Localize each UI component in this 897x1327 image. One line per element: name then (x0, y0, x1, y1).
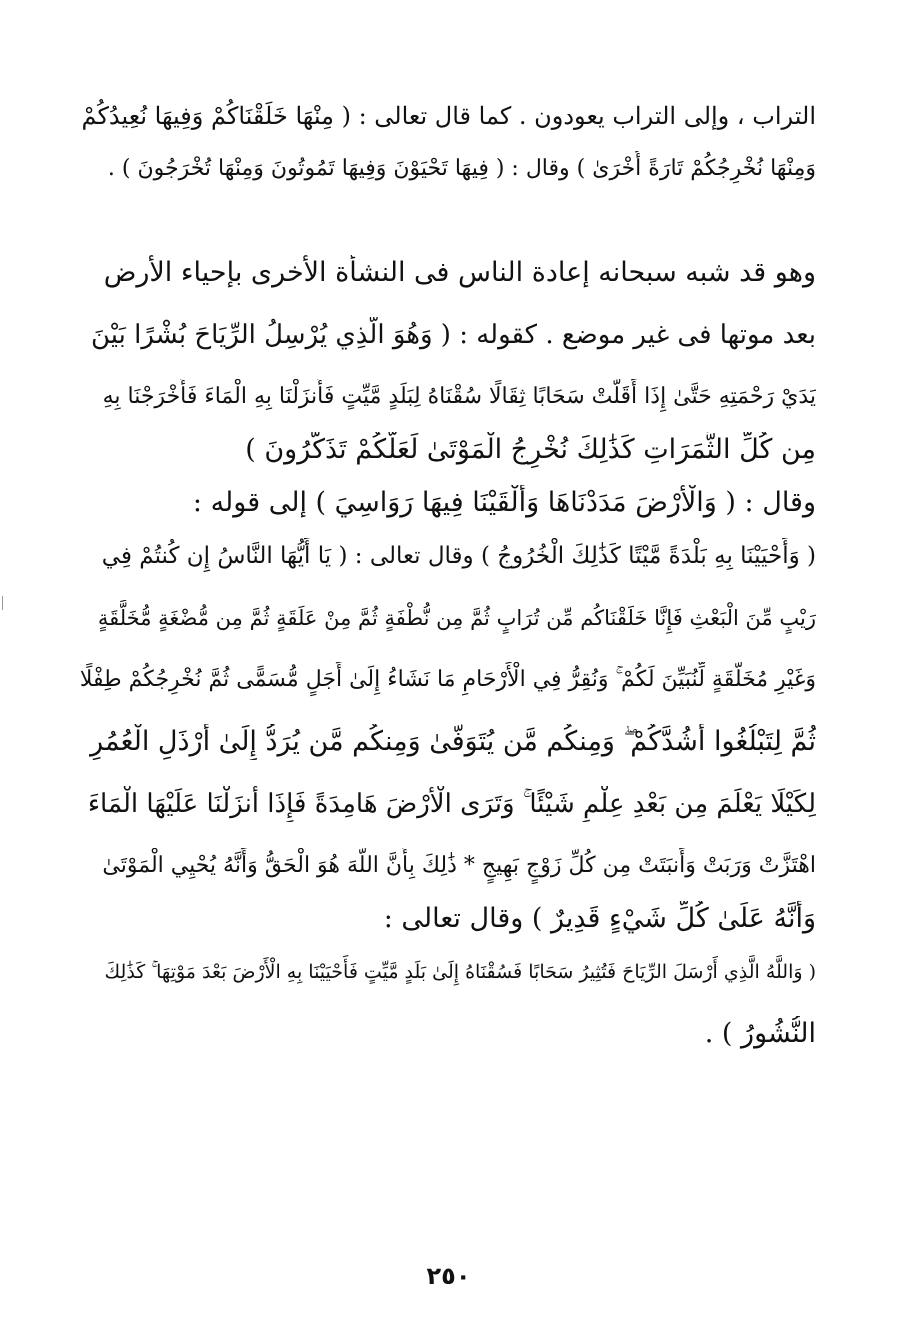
text-line-7: وقال : ( وَالْأَرْضَ مَدَدْنَاهَا وَأَلْقَيْنَا فِيهَا رَوَاسِيَ ) إلى قوله : (192, 487, 816, 518)
text-line-6: مِن كُلِّ الثَّمَرَاتِ كَذَٰلِكَ نُخْرِجُ الْمَوْتَىٰ لَعَلَّكُمْ تَذَكَّرُونَ ) (245, 434, 816, 465)
margin-mark (2, 596, 3, 610)
page-number: ٢٥٠ (426, 1262, 471, 1290)
text-line-11: ثُمَّ لِتَبْلُغُوا أَشُدَّكُمْ ۖ وَمِنكُم مَّن يُتَوَفَّىٰ وَمِنكُم مَّن يُرَدُّ إِلَىٰ أَرْذَلِ الْعُمُرِ (90, 726, 816, 757)
text-line-15: ( وَاللَّهُ الَّذِي أَرْسَلَ الرِّيَاحَ فَتُثِيرُ سَحَابًا فَسُقْنَاهُ إِلَىٰ بَلَدٍ مَّيِّتٍ فَأَحْيَيْنَا بِهِ الْأَرْضَ بَعْدَ مَوْتِهَا ۚ كَذَٰلِكَ (104, 961, 816, 983)
text-line-1: التراب ، وإلى التراب يعودون . كما قال تعالى : ( مِنْهَا خَلَقْنَاكُمْ وَفِيهَا نُعِيدُكُمْ (81, 102, 816, 130)
text-line-8: ( وَأَحْيَيْنَا بِهِ بَلْدَةً مَّيْتًا كَذَٰلِكَ الْخُرُوجُ ) وقال تعالى : ( يَا أَيُّهَا النَّاسُ إِن كُنتُمْ فِي (101, 543, 816, 569)
text-line-4: بعد موتها فى غير موضع . كقوله : ( وَهُوَ الَّذِي يُرْسِلُ الرِّيَاحَ بُشْرًا بَيْنَ (91, 320, 816, 350)
text-line-9: رَيْبٍ مِّنَ الْبَعْثِ فَإِنَّا خَلَقْنَاكُم مِّن تُرَابٍ ثُمَّ مِن نُّطْفَةٍ ثُمَّ مِنْ عَلَقَةٍ ثُمَّ مِن مُّضْغَةٍ مُّخَلَّقَةٍ (97, 606, 816, 630)
page-body-text (78, 98, 816, 1052)
text-line-10: وَغَيْرِ مُخَلَّقَةٍ لِّنُبَيِّنَ لَكُمْ ۚ وَنُقِرُّ فِي الْأَرْحَامِ مَا نَشَاءُ إِلَىٰ أَجَلٍ مُّسَمًّى ثُمَّ نُخْرِجُكُمْ طِفْلًا (79, 667, 816, 692)
text-line-2: وَمِنْهَا نُخْرِجُكُمْ تَارَةً أُخْرَىٰ ) وقال : ( فِيهَا تَحْيَوْنَ وَفِيهَا تَمُوتُونَ وَمِنْهَا تُخْرَجُونَ ) . (107, 156, 816, 181)
text-line-12: لِكَيْلَا يَعْلَمَ مِن بَعْدِ عِلْمٍ شَيْئًا ۚ وَتَرَى الْأَرْضَ هَامِدَةً فَإِذَا أَنزَلْنَا عَلَيْهَا الْمَاءَ (87, 789, 816, 819)
text-line-3: وهو قد شبه سبحانه إعادة الناس فى النشأة الأخرى بإحياء الأرض (103, 257, 816, 288)
text-line-13: اهْتَزَّتْ وَرَبَتْ وَأَنبَتَتْ مِن كُلِّ زَوْجٍ بَهِيجٍ * ذَٰلِكَ بِأَنَّ اللَّهَ هُوَ الْحَقُّ وَأَنَّهُ يُحْيِي الْمَوْتَىٰ (102, 853, 816, 878)
text-line-14: وَأَنَّهُ عَلَىٰ كُلِّ شَيْءٍ قَدِيرٌ ) وقال تعالى : (383, 903, 816, 934)
text-line-16: النُّشُورُ ) . (704, 1018, 816, 1049)
text-line-5: يَدَيْ رَحْمَتِهِ حَتَّىٰ إِذَا أَقَلَّتْ سَحَابًا ثِقَالًا سُقْنَاهُ لِبَلَدٍ مَّيِّتٍ فَأَنزَلْنَا بِهِ الْمَاءَ فَأَخْرَجْنَا بِهِ (102, 384, 816, 409)
